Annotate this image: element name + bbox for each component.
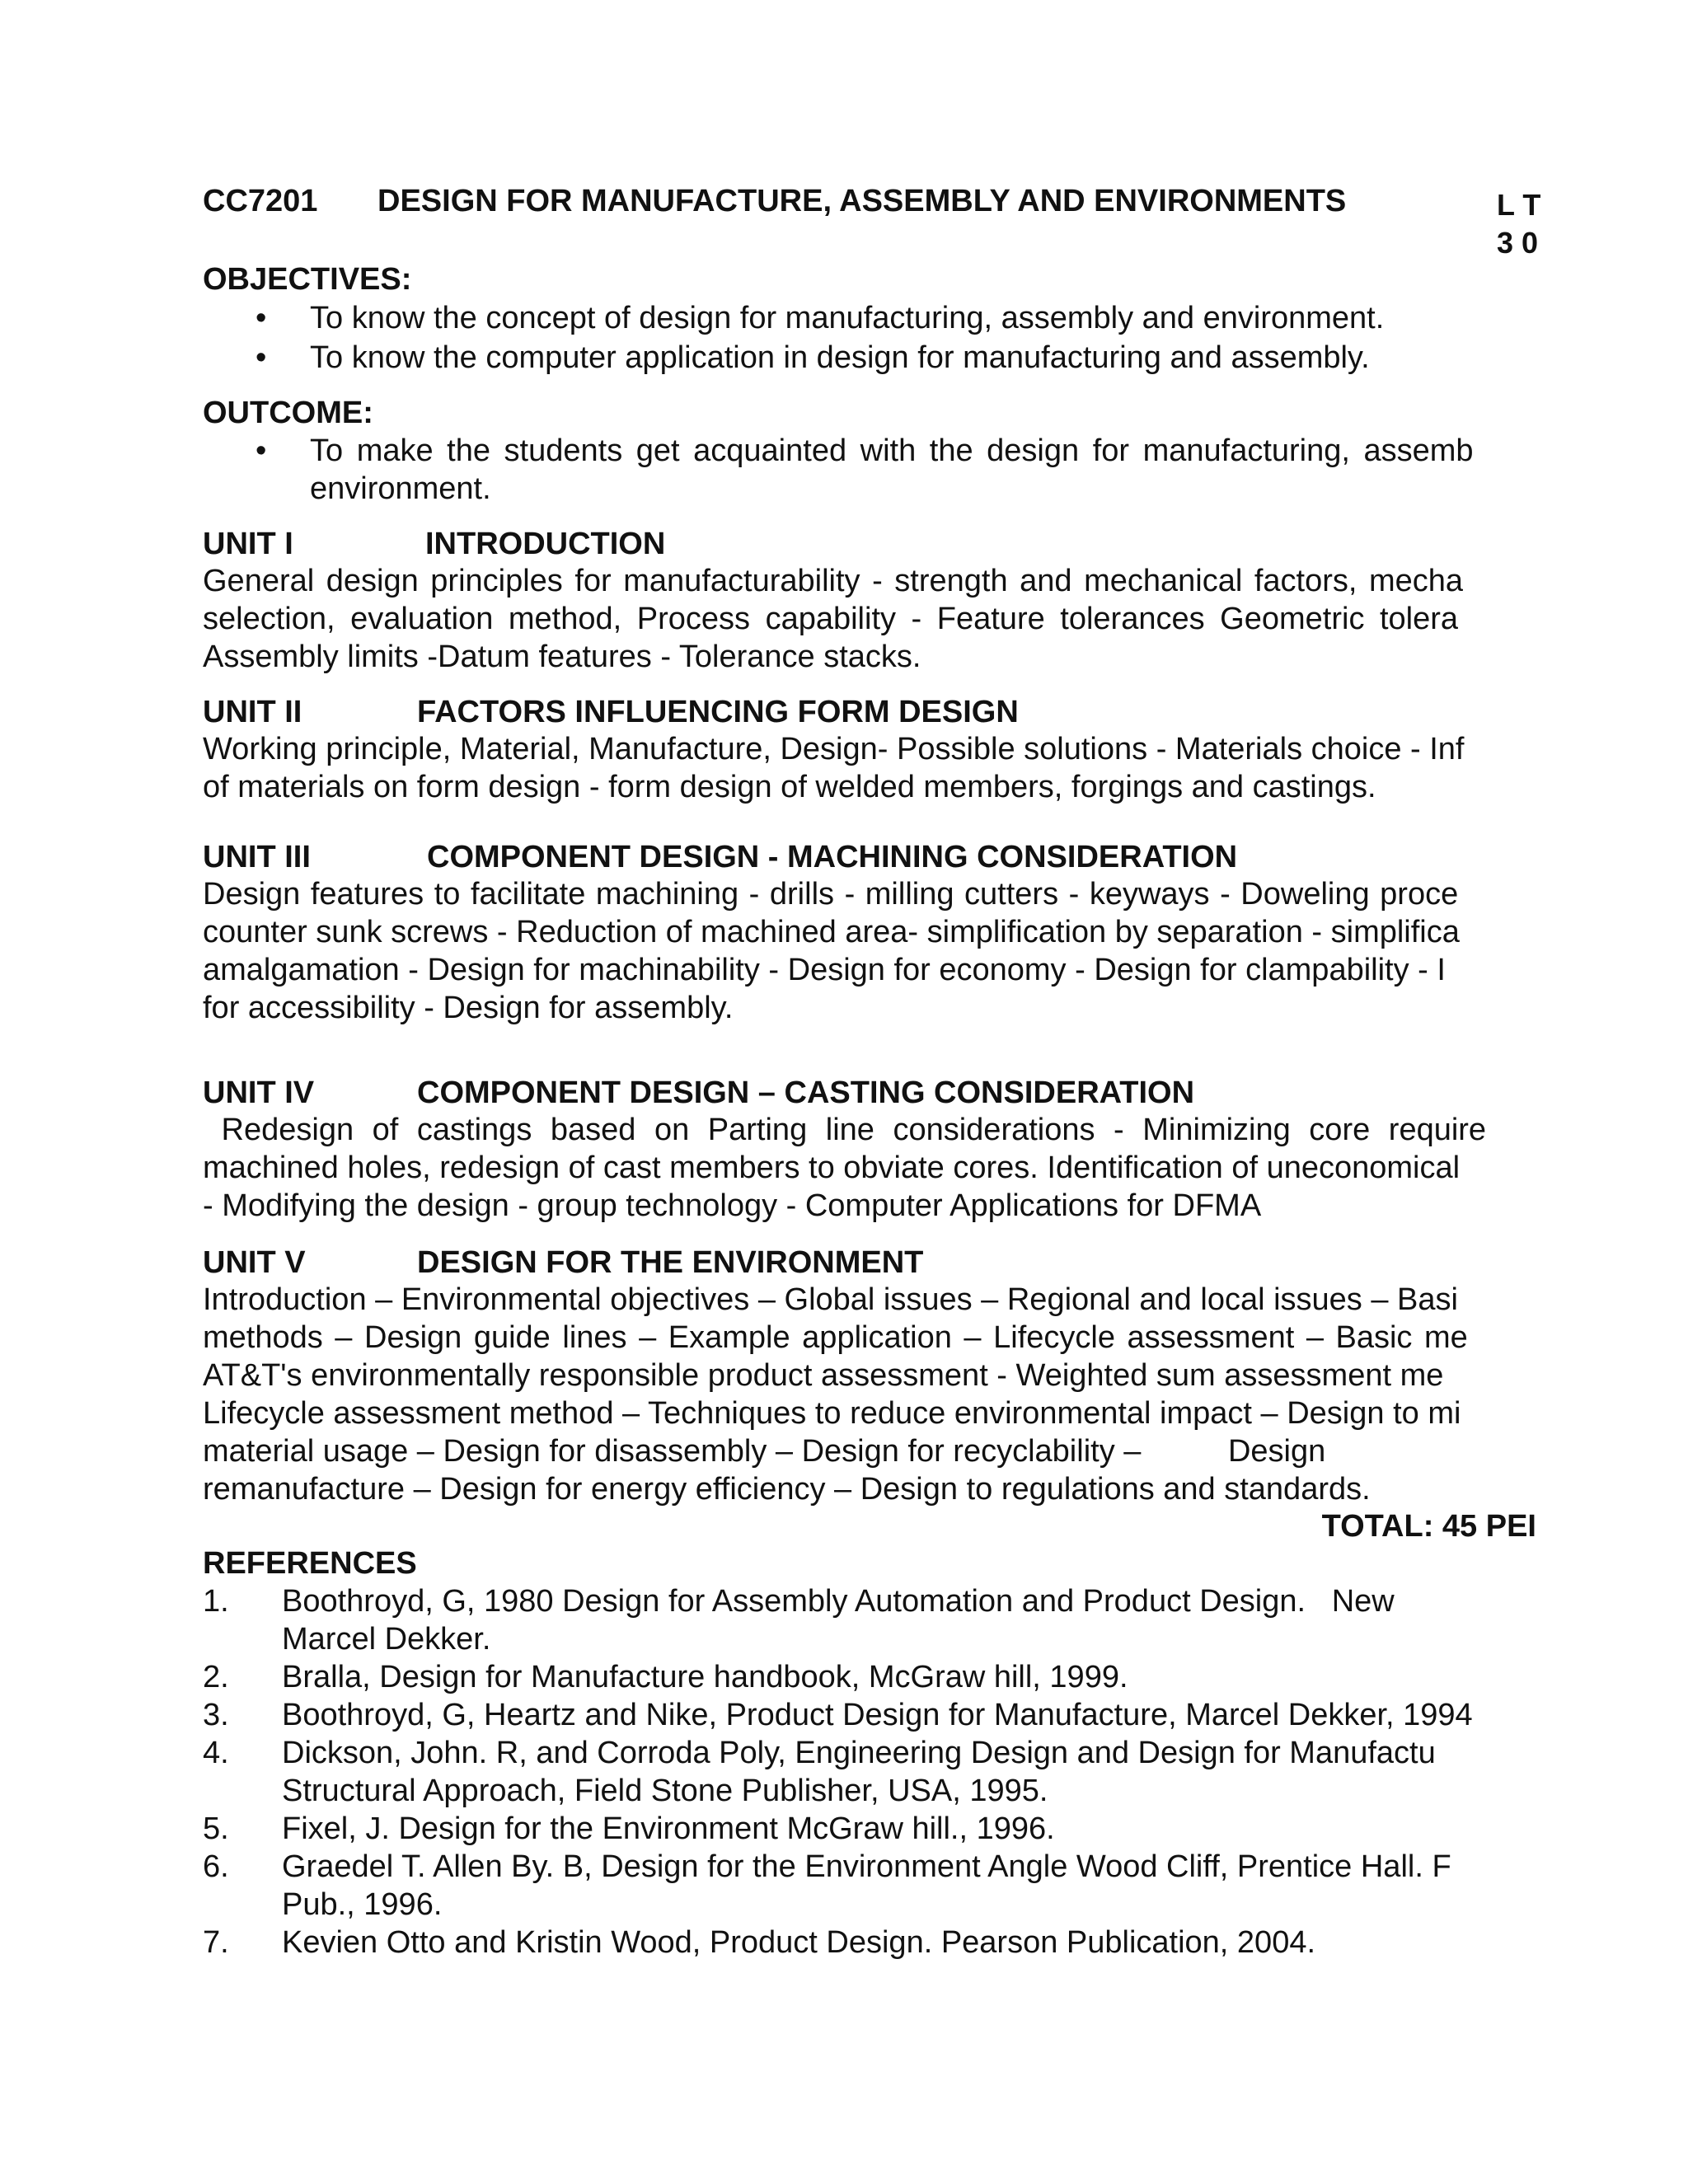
reference-line: Pub., 1996. (282, 1887, 443, 1922)
unit-2-line: Working principle, Material, Manufacture, Design- Possible solutions - Materials choice - Inf (203, 732, 1465, 766)
unit-2-label: UNIT II (203, 695, 302, 729)
reference-line: Boothroyd, G, 1980 Design for Assembly Automation and Product Design. New (282, 1584, 1395, 1619)
unit-4-title: COMPONENT DESIGN – CASTING CONSIDERATION (417, 1076, 1195, 1110)
unit-4-line: - Modifying the design - group technology - Computer Applications for DFMA (203, 1188, 1262, 1223)
unit-3-body (203, 875, 1587, 1027)
reference-item (203, 1582, 1536, 1658)
unit-1-label: UNIT I (203, 527, 293, 561)
unit-3-line: amalgamation - Design for machinability - Design for economy - Design for clampability - I (203, 953, 1446, 987)
unit-4-heading (203, 1075, 1536, 1111)
unit-5-line: methods – Design guide lines – Example application – Lifecycle assessment – Basic me (203, 1320, 1468, 1355)
unit-4-line: machined holes, redesign of cast members to obviate cores. Identification of uneconomical (203, 1151, 1461, 1185)
outcome-item (203, 432, 1536, 508)
reference-item (203, 1848, 1536, 1924)
unit-1-line: selection, evaluation method, Process capability - Feature tolerances Geometric tolera (203, 602, 1459, 636)
reference-number: 5. (203, 1811, 229, 1846)
unit-3-title: COMPONENT DESIGN - MACHINING CONSIDERATION (427, 840, 1238, 874)
reference-number: 1. (203, 1584, 229, 1619)
reference-line: Graedel T. Allen By. B, Design for the Environment Angle Wood Cliff, Prentice Hall. F (282, 1849, 1451, 1884)
unit-4-body (203, 1111, 1587, 1225)
reference-line: Structural Approach, Field Stone Publisher, USA, 1995. (282, 1774, 1048, 1808)
reference-line: Kevien Otto and Kristin Wood, Product Design. Pearson Publication, 2004. (282, 1925, 1316, 1960)
unit-2-body (203, 730, 1587, 806)
total-periods: TOTAL: 45 PEI (1321, 1509, 1536, 1544)
unit-1-heading (203, 526, 1536, 562)
unit-5-line: Introduction – Environmental objectives – Global issues – Regional and local issues – Basi (203, 1282, 1458, 1317)
unit-5-heading (203, 1244, 1536, 1281)
unit-5-label: UNIT V (203, 1245, 306, 1280)
reference-line: Bralla, Design for Manufacture handbook, McGraw hill, 1999. (282, 1660, 1128, 1694)
unit-3-heading (203, 839, 1536, 875)
outcome-line-1: • To make the students get acquainted with the design for manufacturing, assemb (310, 434, 1474, 468)
unit-2-heading (203, 694, 1536, 730)
outcome-list (203, 432, 1536, 508)
unit-4-label: UNIT IV (203, 1076, 315, 1110)
unit-5-line: material usage – Design for disassembly – Design for recyclability – Design (203, 1434, 1326, 1469)
unit-4-line: Redesign of castings based on Parting line considerations - Minimizing core require (203, 1113, 1487, 1147)
unit-5-body (203, 1281, 1587, 1508)
unit-5-line: Lifecycle assessment method – Techniques to reduce environmental impact – Design to mi (203, 1396, 1461, 1431)
reference-line: Dickson, John. R, and Corroda Poly, Engineering Design and Design for Manufactu (282, 1736, 1436, 1770)
unit-5-line: remanufacture – Design for energy efficiency – Design to regulations and standards. (203, 1472, 1371, 1507)
unit-3-line: for accessibility - Design for assembly. (203, 991, 734, 1025)
reference-item (203, 1810, 1536, 1848)
reference-item (203, 1658, 1536, 1696)
course-heading (203, 183, 1536, 219)
unit-2-title: FACTORS INFLUENCING FORM DESIGN (417, 695, 1019, 729)
course-title: DESIGN FOR MANUFACTURE, ASSEMBLY AND ENVIRONMENTS (377, 184, 1347, 218)
reference-number: 7. (203, 1925, 229, 1960)
unit-3-line: Design features to facilitate machining - drills - milling cutters - keyways - Doweling proce (203, 877, 1459, 912)
objectives-list (203, 298, 1536, 377)
unit-2-line: of materials on form design - form design of welded members, forgings and castings. (203, 770, 1376, 804)
objective-item: • To know the computer application in design for manufacturing and assembly. (203, 338, 1536, 377)
reference-number: 6. (203, 1849, 229, 1884)
reference-line: Fixel, J. Design for the Environment McGraw hill., 1996. (282, 1811, 1055, 1846)
unit-3-label: UNIT III (203, 840, 311, 874)
objectives-label: OBJECTIVES: (203, 262, 412, 297)
reference-number: 2. (203, 1660, 229, 1694)
course-code: CC7201 (203, 184, 318, 218)
unit-1-title: INTRODUCTION (425, 527, 666, 561)
reference-line: Marcel Dekker. (282, 1622, 491, 1657)
references-label: REFERENCES (203, 1546, 417, 1581)
unit-1-line: Assembly limits -Datum features - Tolerance stacks. (203, 640, 921, 674)
reference-item (203, 1696, 1536, 1734)
outcome-label: OUTCOME: (203, 396, 373, 430)
outcome-line-2: environment. (310, 471, 491, 506)
unit-5-title: DESIGN FOR THE ENVIRONMENT (417, 1245, 924, 1280)
ltpc-header: L T (1497, 188, 1541, 222)
ltpc-values: 3 0 (1497, 226, 1539, 260)
reference-item (203, 1734, 1536, 1810)
unit-1-line: General design principles for manufacturability - strength and mechanical factors, mecha (203, 564, 1464, 598)
unit-5-line: AT&T's environmentally responsible product assessment - Weighted sum assessment me (203, 1358, 1444, 1393)
reference-line: Boothroyd, G, Heartz and Nike, Product Design for Manufacture, Marcel Dekker, 1994 (282, 1698, 1473, 1732)
objective-item: • To know the concept of design for manufacturing, assembly and environment. (203, 298, 1536, 338)
unit-1-body (203, 562, 1587, 676)
reference-number: 3. (203, 1698, 229, 1732)
reference-number: 4. (203, 1736, 229, 1770)
content-area (203, 165, 1541, 2060)
references-list (203, 1582, 1536, 1961)
reference-item (203, 1924, 1536, 1961)
unit-3-line: counter sunk screws - Reduction of machined area- simplification by separation - simplifica (203, 915, 1460, 949)
